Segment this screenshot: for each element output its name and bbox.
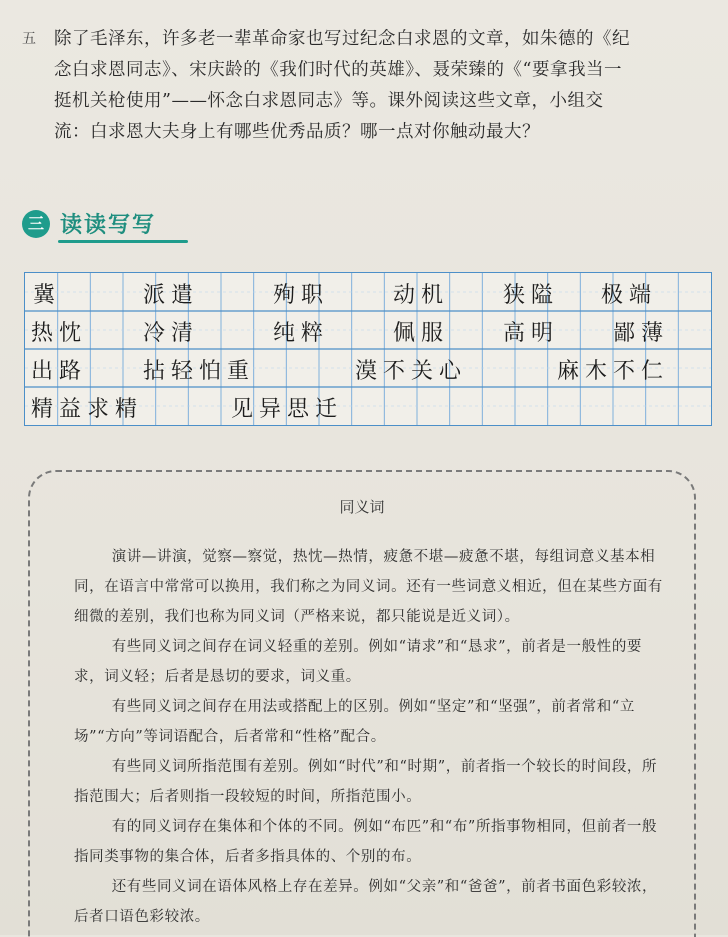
word-cell: 漠不关心 [355,359,468,384]
word-cell: 冀 [33,283,62,308]
grid-row-1 [25,273,711,311]
word-cell: 高明 [503,321,560,346]
note-paragraph: 有的同义词存在集体和个体的不同。例如“布匹”和“布”所指事物相同，但前者一般指同类事物的集合体，后者多指具体的、个别的布。 [74,819,658,865]
word-cell: 鄙薄 [613,321,670,346]
word-cell: 极端 [601,283,658,308]
word-cell: 佩服 [393,321,450,346]
note-paragraph: 有些同义词所指范围有差别。例如“时代”和“时期”，前者指一个较长的时间段，所指范围大；后者则指一段较短的时间，所指范围小。 [74,759,658,805]
word-cell: 冷清 [143,321,200,346]
word-cell: 拈轻怕重 [143,359,256,384]
word-writing-grid [24,272,712,426]
word-cell: 殉职 [273,283,330,308]
note-body [74,542,670,932]
word-cell: 狭隘 [503,283,560,308]
exercise-line: 挺机关枪使用”——怀念白求恩同志》等。课外阅读这些文章，小组交 [54,91,604,111]
note-title: 同义词 [339,498,385,516]
section-underline [58,240,188,243]
exercise-line: 念白求恩同志》、宋庆龄的《我们时代的英雄》、聂荣臻的《“要拿我当一 [54,60,622,80]
word-cell: 麻木不仁 [557,359,670,384]
section-title: 读读写写 [60,212,157,238]
exercise-line: 除了毛泽东，许多老一辈革命家也写过纪念白求恩的文章，如朱德的《纪 [54,29,630,49]
section-number-badge: 三 [22,210,50,238]
grid-row-4 [25,387,711,425]
word-cell: 纯粹 [273,321,330,346]
note-paragraph: 还有些同义词在语体风格上存在差异。例如“父亲”和“爸爸”，前者书面色彩较浓，后者口语色彩较浓。 [74,879,658,925]
exercise-number: 五 [22,31,36,47]
word-cell: 精益求精 [31,397,144,422]
word-cell: 出路 [31,359,88,384]
note-paragraph: 有些同义词之间存在用法或搭配上的区别。例如“坚定”和“坚强”，前者常和“立场”“方向”等词语配合，后者常和“性格”配合。 [74,699,635,745]
note-paragraph: 演讲—讲演，觉察—察觉，热忱—热情，疲惫不堪—疲惫不堪，每组词意义基本相同，在语言中常常可以换用，我们称之为同义词。还有一些词意义相近，但在某些方面有细微的差别，我们也称为同义词（严格来说，都只能说是近义词）。 [74,549,663,625]
exercise-text [54,24,706,148]
grid-row-2 [25,311,711,349]
exercise-line: 流：白求恩大夫身上有哪些优秀品质？哪一点对你触动最大？ [54,122,540,142]
word-cell: 派遣 [143,283,200,308]
word-cell: 热忱 [31,321,88,346]
note-paragraph: 有些同义词之间存在词义轻重的差别。例如“请求”和“恳求”，前者是一般性的要求，词义轻；后者是恳切的要求，词义重。 [74,639,643,685]
synonym-note-box [28,470,696,937]
grid-row-3 [25,349,711,387]
word-cell: 见异思迁 [231,397,344,422]
word-cell: 动机 [393,283,450,308]
